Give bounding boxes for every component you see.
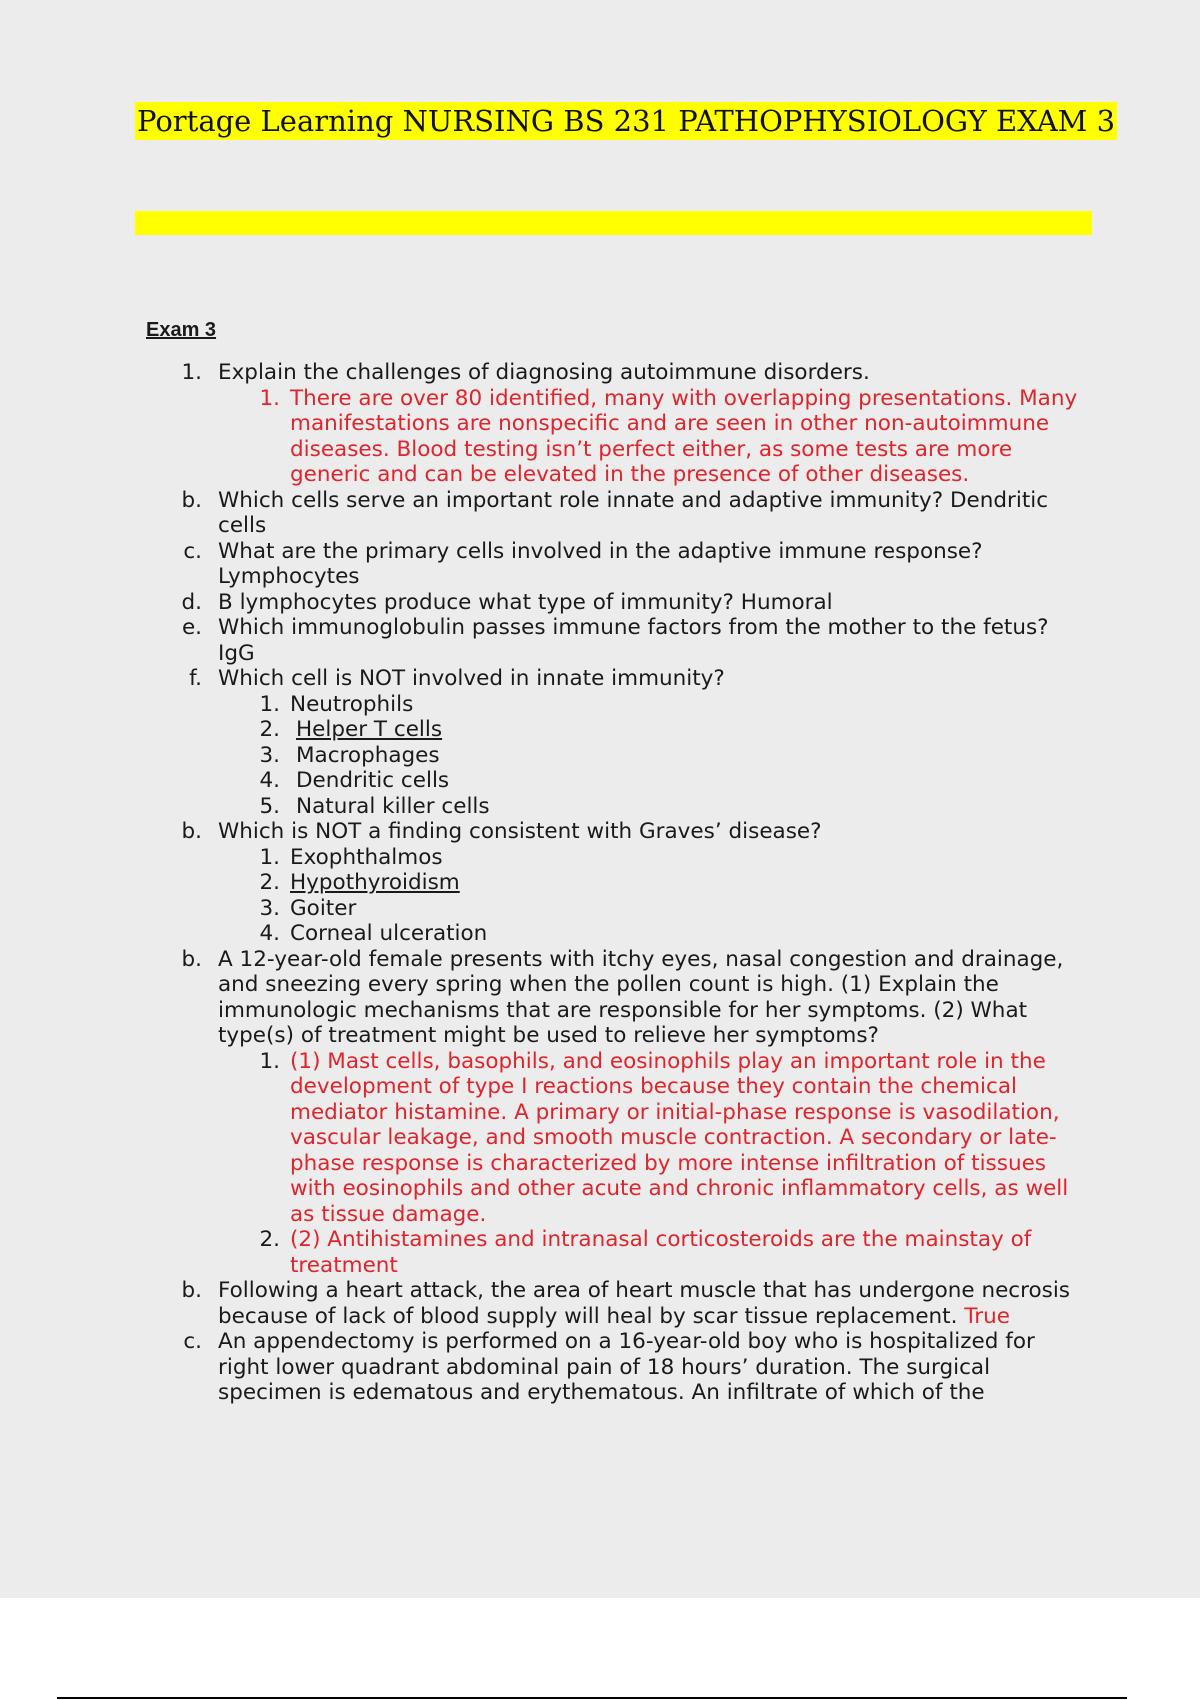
question-text: Which is NOT a finding consistent with Graves’ disease? xyxy=(218,819,822,844)
option-item xyxy=(259,844,1090,871)
item-marker: 2. xyxy=(259,870,280,895)
answer-item xyxy=(259,385,1090,488)
list-item xyxy=(183,538,1078,590)
question-text: B lymphocytes produce what type of immunity? Humoral xyxy=(218,589,833,615)
option-text: Corneal ulceration xyxy=(290,921,488,946)
item-marker: 1. xyxy=(259,844,280,870)
question-text: Which cells serve an important role innate and adaptive immunity? Dendritic cells xyxy=(218,487,1049,538)
question-text: An appendectomy is performed on a 16-year-old boy who is hospitalized for right lower quadrant abdominal pain of 18 hours’ duration. The surgical specimen is edematous and erythematous. An infiltrate of which of the xyxy=(218,1329,1035,1405)
option-text: Neutrophils xyxy=(290,691,414,717)
option-item xyxy=(259,895,1090,922)
item-marker: d. xyxy=(181,589,202,615)
question-text: Which cell is NOT involved in innate immunity? xyxy=(218,666,725,691)
page-footer-area xyxy=(0,1598,1200,1700)
item-marker: 1. xyxy=(259,1048,280,1074)
option-text: Macrophages xyxy=(296,742,440,768)
list-item xyxy=(189,666,1078,692)
question-text: Following a heart attack, the area of heart muscle that has undergone necrosis because of lack of blood supply will heal by scar tissue replacement. xyxy=(218,1278,1071,1329)
item-marker: b. xyxy=(181,487,202,513)
option-item-selected xyxy=(259,870,1090,896)
item-marker: c. xyxy=(183,538,202,564)
list-item xyxy=(181,615,1078,666)
option-text: Natural killer cells xyxy=(296,793,490,819)
item-marker: 2. xyxy=(259,717,280,742)
option-item xyxy=(259,742,1090,769)
item-marker: 1. xyxy=(181,360,202,385)
option-item xyxy=(259,921,1090,947)
item-marker: 1. xyxy=(259,691,280,717)
item-marker: b. xyxy=(181,819,202,844)
option-text: Dendritic cells xyxy=(296,768,450,793)
option-item xyxy=(259,793,1090,820)
question-list xyxy=(0,360,1200,1406)
list-item xyxy=(181,487,1078,539)
answer-text: (2) Antihistamines and intranasal corticosteroids are the mainstay of treatment xyxy=(290,1227,1032,1278)
option-text: Exophthalmos xyxy=(290,844,443,870)
item-marker: 1. xyxy=(259,385,280,411)
option-item xyxy=(259,691,1090,718)
option-text: Hypothyroidism xyxy=(290,870,460,895)
item-marker: 2. xyxy=(259,1227,280,1252)
item-marker: b. xyxy=(181,946,202,972)
item-marker: f. xyxy=(189,666,202,691)
option-item-selected xyxy=(259,717,1090,743)
item-marker: c. xyxy=(183,1329,202,1354)
answer-text: True xyxy=(964,1303,1010,1329)
footer-divider xyxy=(57,1697,1127,1699)
option-text: Goiter xyxy=(290,895,357,921)
list-item xyxy=(181,360,1078,386)
list-item xyxy=(181,819,1078,845)
answer-item xyxy=(259,1227,1090,1278)
list-item xyxy=(181,946,1078,1049)
item-marker: 4. xyxy=(259,921,280,946)
question-text: A 12-year-old female presents with itchy eyes, nasal congestion and drainage, and sneezing every spring when the pollen count is high. (1) Explain the immunologic mechanisms that are responsible for her symptoms. (2) What type(s) of treatment might be used to relieve her symptoms? xyxy=(218,946,1064,1048)
item-marker: 4. xyxy=(259,768,280,793)
answer-text: There are over 80 identified, many with overlapping presentations. Many manifestations are nonspecific and are seen in other non-autoimmune diseases. Blood testing isn’t perfect either, as some tests are more generic and can be elevated in the presence of other diseases. xyxy=(290,385,1078,487)
item-marker: 3. xyxy=(259,895,280,921)
question-text: Explain the challenges of diagnosing autoimmune disorders. xyxy=(218,360,870,385)
item-marker: 3. xyxy=(259,742,280,768)
question-text: What are the primary cells involved in the adaptive immune response? Lymphocytes xyxy=(218,538,983,589)
list-item xyxy=(181,589,1078,616)
question-text: Which immunoglobulin passes immune factors from the mother to the fetus? IgG xyxy=(218,615,1049,666)
option-item xyxy=(259,768,1090,794)
option-text: Helper T cells xyxy=(296,717,443,742)
list-item xyxy=(183,1329,1078,1406)
item-marker: e. xyxy=(181,615,202,640)
list-item xyxy=(181,1278,1078,1329)
item-marker: 5. xyxy=(259,793,280,819)
highlight-bar xyxy=(135,211,1092,235)
document-title: Portage Learning NURSING BS 231 PATHOPHYSIOLOGY EXAM 3 xyxy=(137,104,1116,138)
section-heading: Exam 3 xyxy=(146,319,217,341)
answer-item xyxy=(259,1048,1090,1228)
item-marker: b. xyxy=(181,1278,202,1303)
answer-text: (1) Mast cells, basophils, and eosinophils play an important role in the development of type I reactions because they contain the chemical mediator histamine. A primary or initial-phase response is vasodilation, vascular leakage, and smooth muscle contraction. A secondary or late-phase response is characterized by more intense infiltration of tissues with eosinophils and other acute and chronic inflammatory cells, as well as tissue damage. xyxy=(290,1048,1069,1227)
